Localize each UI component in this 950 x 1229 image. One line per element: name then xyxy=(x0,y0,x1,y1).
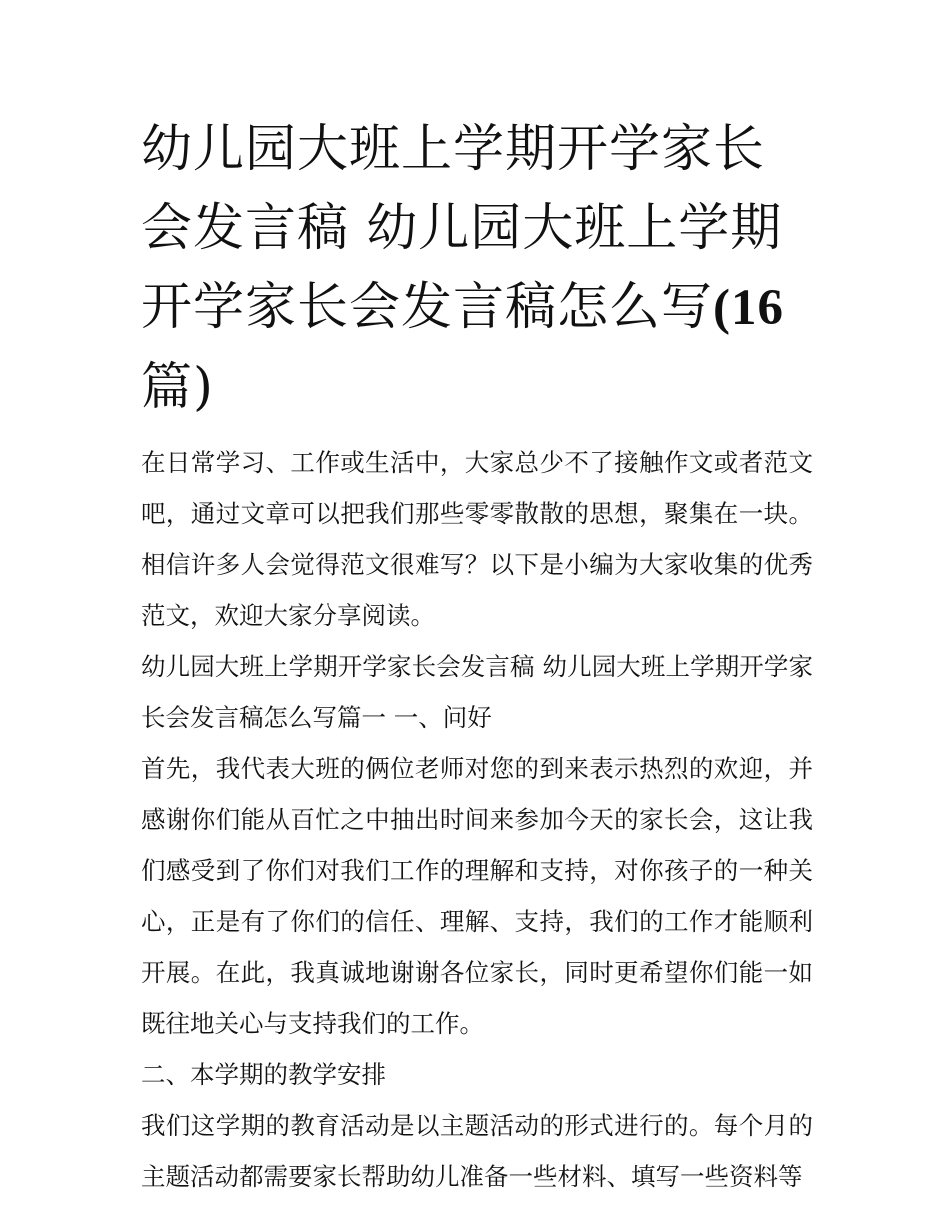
document-title xyxy=(141,0,813,427)
section-heading: 幼儿园大班上学期开学家长会发言稿 幼儿园大班上学期开学家长会发言稿怎么写篇一 一、问好 xyxy=(141,652,813,732)
teaching-plan-heading: 二、本学期的教学安排 xyxy=(141,1060,386,1089)
document-page xyxy=(141,0,813,1202)
intro-paragraph: 在日常学习、工作或生活中，大家总少不了接触作文或者范文吧，通过文章可以把我们那些零零散散的思想，聚集在一块。相信许多人会觉得范文很难写？以下是小编为大家收集的优秀范文，欢迎大家分享阅读。 xyxy=(141,448,813,630)
teaching-plan-paragraph: 我们这学期的教育活动是以主题活动的形式进行的。每个月的主题活动都需要家长帮助幼儿准备一些材料、填写一些资料等 xyxy=(141,1111,813,1191)
title-count: (16 xyxy=(713,280,784,336)
title-suffix: 篇) xyxy=(141,358,214,417)
document-body xyxy=(141,437,813,1202)
title-text: 幼儿园大班上学期开学家长会发言稿 幼儿园大班上学期开学家长会发言稿怎么写 xyxy=(141,120,783,337)
greeting-paragraph: 首先，我代表大班的俩位老师对您的到来表示热烈的欢迎，并感谢你们能从百忙之中抽出时间来参加今天的家长会，这让我们感受到了你们对我们工作的理解和支持，对你孩子的一种关心，正是有了你们的信任、理解、支持，我们的工作才能顺利开展。在此，我真诚地谢谢各位家长，同时更希望你们能一如既往地关心与支持我们的工作。 xyxy=(141,754,813,1038)
